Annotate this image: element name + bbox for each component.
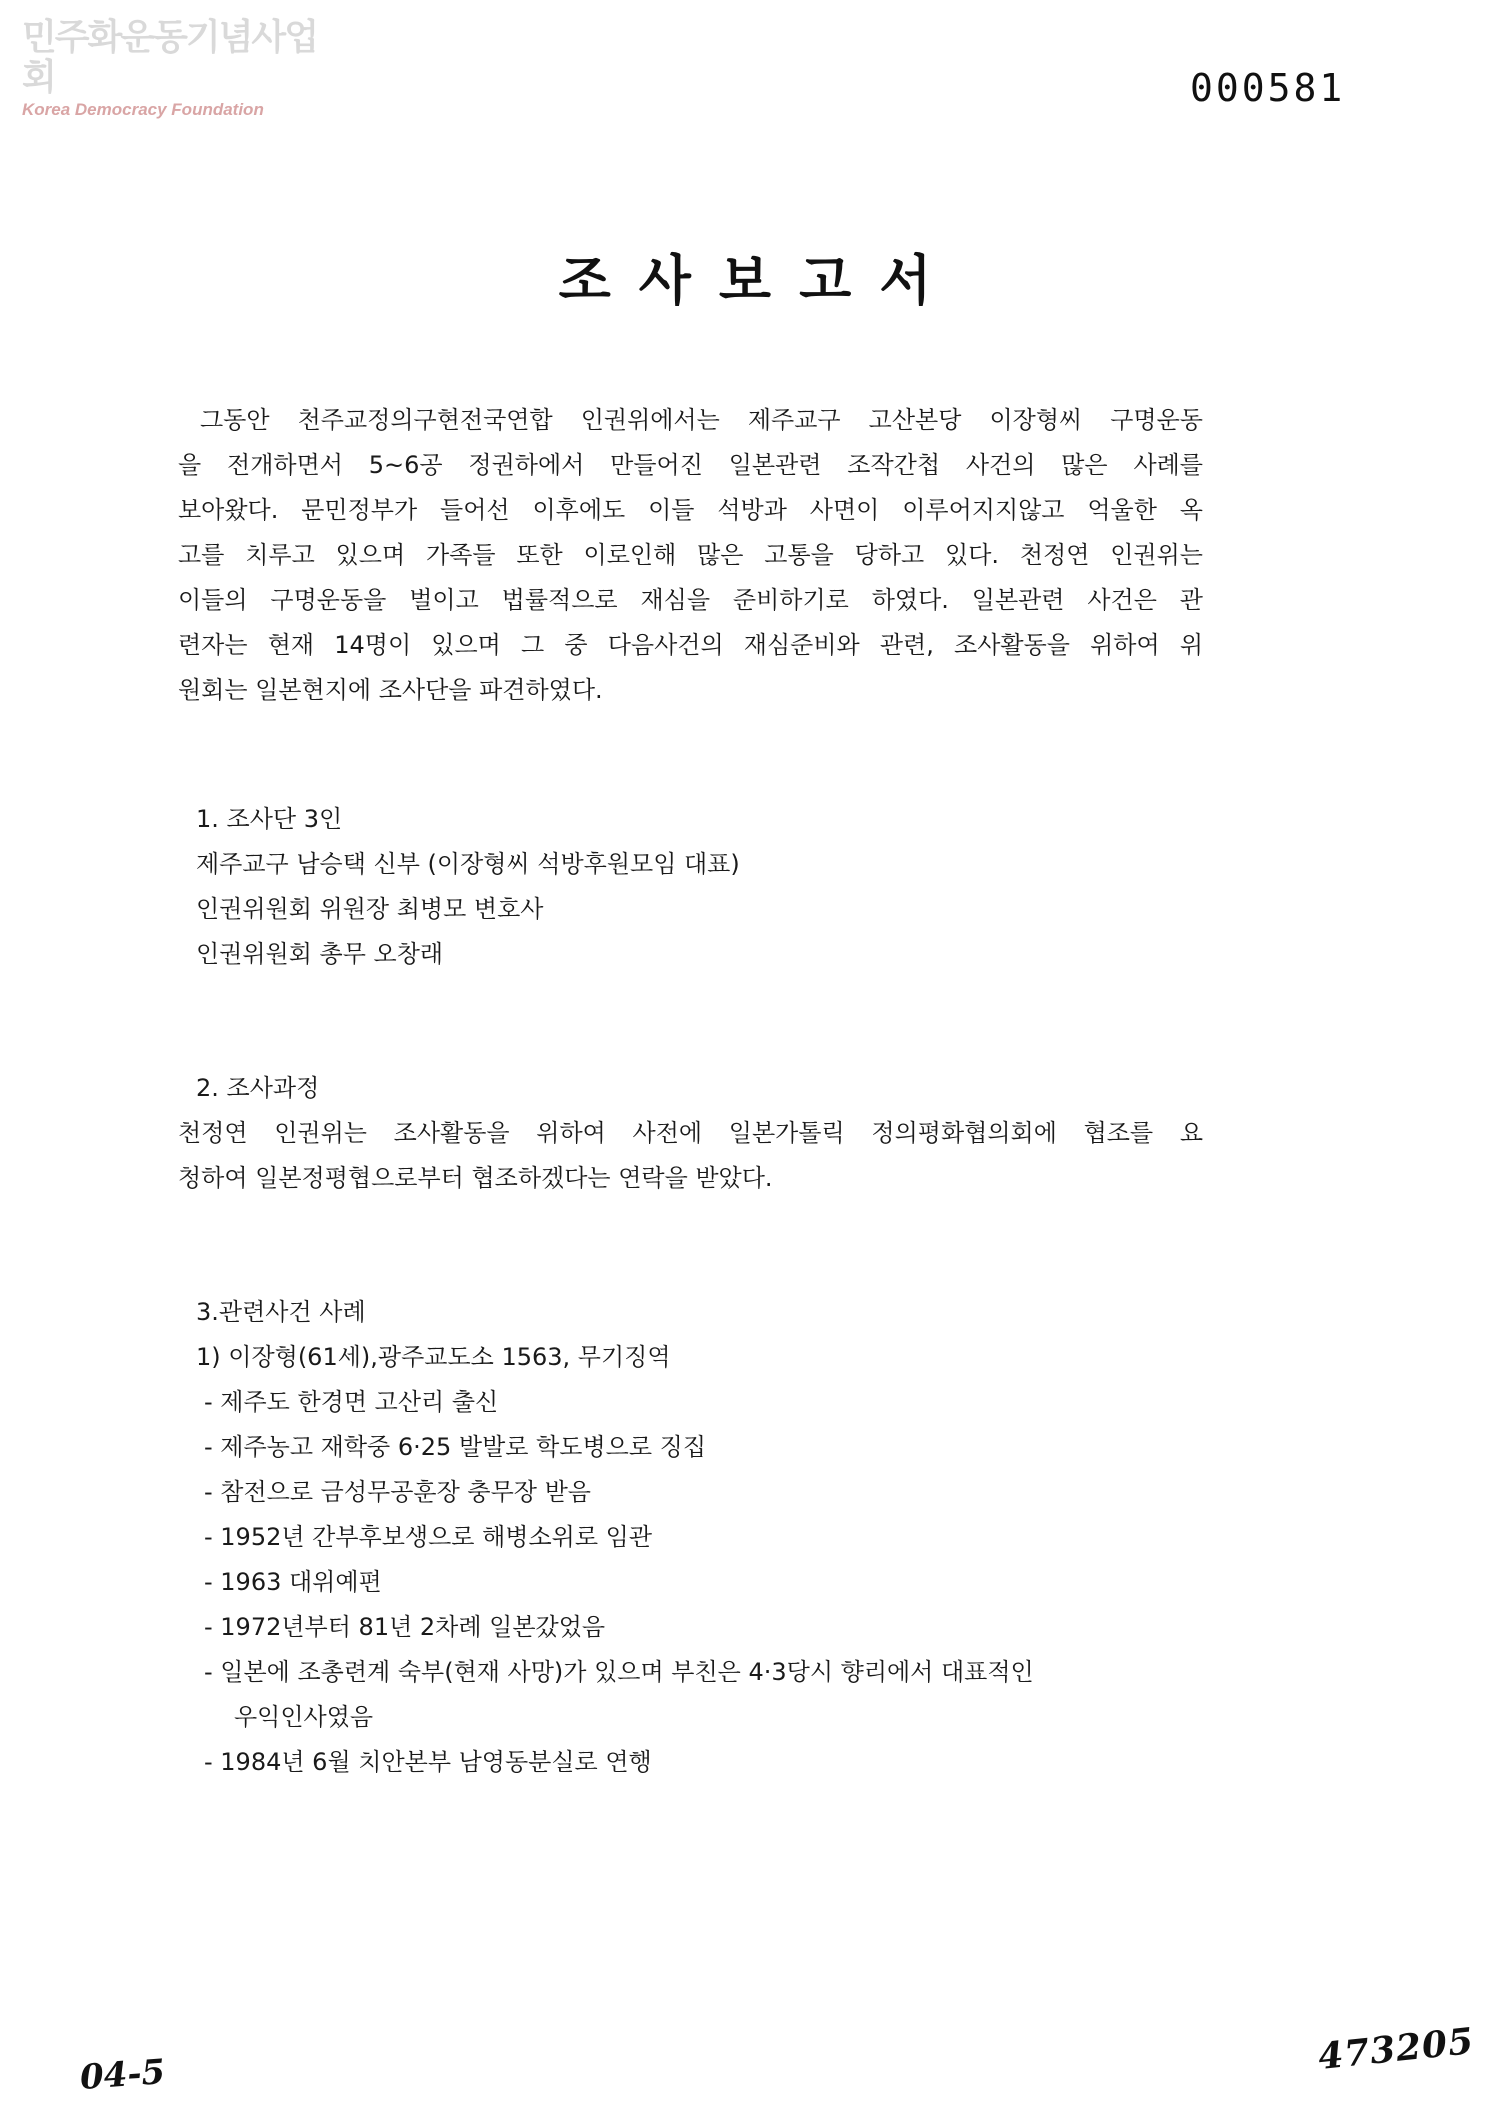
watermark-korean: 민주화운동기념사업회: [22, 17, 317, 98]
process-paragraph: [178, 1111, 1203, 1201]
page-title: 조사보고서: [558, 248, 960, 312]
section-related-cases: [196, 1290, 1034, 1785]
section-heading: 2. 조사과정: [196, 1074, 320, 1102]
intro-line: 고를 치루고 있으며 가족들 또한 이로인해 많은 고통을 당하고 있다. 천정연 인권위는: [178, 541, 1203, 569]
document-number: 000581: [1190, 66, 1346, 110]
watermark-english: Korea Democracy Foundation: [22, 100, 264, 119]
case-bullet: - 일본에 조총련계 숙부(현재 사망)가 있으며 부친은 4·3당시 향리에서 대표적인: [204, 1658, 1034, 1686]
handwritten-note-right: 473205: [1316, 2019, 1477, 2079]
intro-line: 을 전개하면서 5~6공 정권하에서 만들어진 일본관련 조작간첩 사건의 많은 사례를: [178, 451, 1203, 479]
case-bullet: - 제주도 한경면 고산리 출신: [204, 1388, 499, 1416]
handwritten-note-left: 04-5: [78, 2052, 167, 2098]
intro-line: 그동안 천주교정의구현전국연합 인권위에서는 제주교구 고산본당 이장형씨 구명운동: [200, 406, 1203, 434]
case-bullet: - 제주농고 재학중 6·25 발발로 학도병으로 징집: [204, 1433, 706, 1461]
case-bullet: - 1984년 6월 치안본부 남영동분실로 연행: [204, 1748, 652, 1776]
case-subheading: 1) 이장형(61세),광주교도소 1563, 무기징역: [196, 1343, 671, 1371]
process-line: 천정연 인권위는 조사활동을 위하여 사전에 일본가톨릭 정의평화협의회에 협조를 요: [178, 1119, 1203, 1147]
team-member: 제주교구 남승택 신부 (이장형씨 석방후원모임 대표): [196, 850, 740, 878]
case-bullet: - 1972년부터 81년 2차례 일본갔었음: [204, 1613, 606, 1641]
intro-line: 보아왔다. 문민정부가 들어선 이후에도 이들 석방과 사면이 이루어지지않고 억울한 옥: [178, 496, 1203, 524]
section-investigation-team: [196, 797, 740, 977]
section-investigation-process: [178, 1066, 1221, 1201]
case-bullet: - 1963 대위예편: [204, 1568, 382, 1596]
process-line: 청하여 일본정평협으로부터 협조하겠다는 연락을 받았다.: [178, 1164, 773, 1192]
case-bullet: - 1952년 간부후보생으로 해병소위로 임관: [204, 1523, 653, 1551]
intro-paragraph: [178, 398, 1203, 713]
case-bullet-continuation: 우익인사였음: [234, 1703, 374, 1731]
case-bullet: - 참전으로 금성무공훈장 충무장 받음: [204, 1478, 591, 1506]
team-member: 인권위원회 위원장 최병모 변호사: [196, 895, 544, 923]
foundation-watermark: [22, 18, 322, 120]
section-heading: 1. 조사단 3인: [196, 805, 343, 833]
intro-line: 련자는 현재 14명이 있으며 그 중 다음사건의 재심준비와 관련, 조사활동을 위하여 위: [178, 631, 1203, 659]
section-heading: 3.관련사건 사례: [196, 1298, 366, 1326]
intro-line: 원회는 일본현지에 조사단을 파견하였다.: [178, 676, 603, 704]
intro-line: 이들의 구명운동을 벌이고 법률적으로 재심을 준비하기로 하였다. 일본관련 사건은 관: [178, 586, 1203, 614]
team-member: 인권위원회 총무 오창래: [196, 940, 444, 968]
